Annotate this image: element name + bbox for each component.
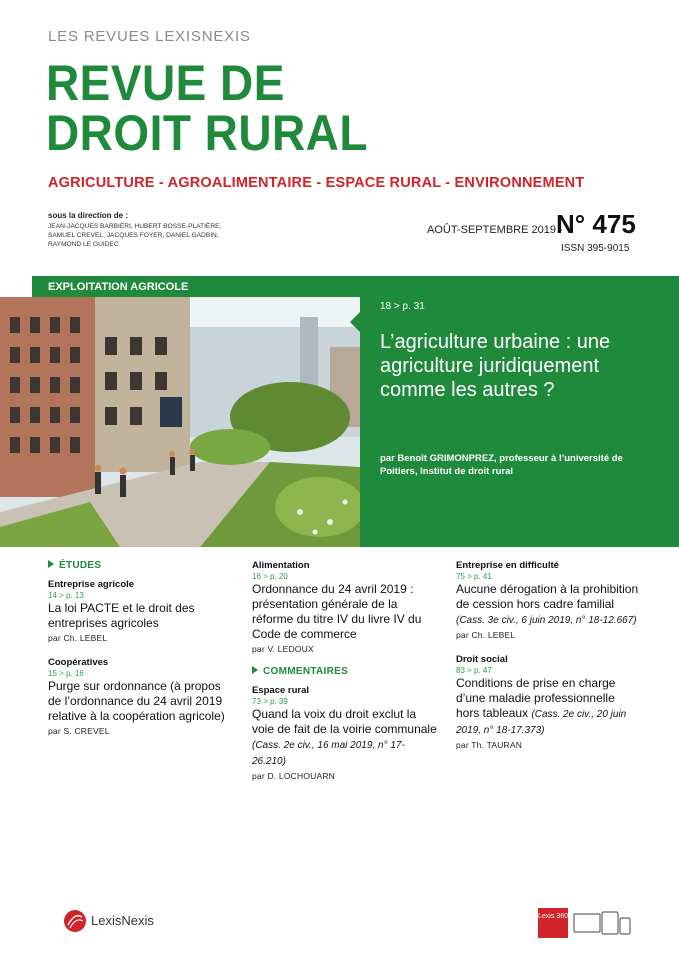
journal-subtitle: AGRICULTURE - AGROALIMENTAIRE - ESPACE RURAL - ENVIRONNEMENT [48,175,585,191]
list-item[interactable] [252,560,437,654]
article-title-text: Aucune dérogation à la prohibition de cession hors cadre familial [456,582,639,611]
column-right [456,560,641,764]
article-page: 16 > p. 20 [252,572,288,581]
article-title-text: Quand la voix du droit exclut la voie de fait de la voirie communale [252,707,437,736]
issn: ISSN 395-9015 [561,243,630,254]
devices-icon [572,908,632,938]
article-category: Alimentation [252,560,310,571]
column-middle [252,560,437,795]
article-category: Droit social [456,654,508,665]
section-head-etudes [48,560,233,571]
feature-page-ref: 18 > p. 31 [380,301,425,312]
urban-garden-illustration [0,297,360,547]
article-author: par S. CREVEL [48,726,110,736]
section-label: EXPLOITATION AGRICOLE [48,281,189,293]
lexis360-badge-label: Lexis 360 [538,913,568,920]
article-category: Entreprise en difficulté [456,560,559,571]
article-author: par Ch. LEBEL [456,630,516,640]
article-category: Coopératives [48,657,109,668]
article-category: Entreprise agricole [48,579,135,590]
cover-photo [0,297,360,547]
lexisnexis-logo-icon [62,908,88,934]
issue-date: AOÛT-SEPTEMBRE 2019 - [427,224,563,236]
article-category: Espace rural [252,685,310,696]
article-case-ref: (Cass. 2e civ., 16 mai 2019, n° 17-26.210) [252,740,405,767]
column-etudes [48,560,233,750]
triangle-icon [252,666,258,674]
article-page: 83 > p. 47 [456,666,492,675]
directors-list: JEAN-JACQUES BARBIÈRI, HUBERT BOSSE-PLATIÈRE, SAMUEL CREVEL, JACQUES FOYER, DANIEL GADBIN, RAYMOND LE GUIDEC [48,223,222,248]
article-title [456,582,641,628]
article-author: par Ch. LEBEL [48,633,108,643]
list-item[interactable] [252,685,437,781]
article-title-text: Conditions de prise en charge d’une maladie professionnelle hors tableaux [456,676,616,720]
article-author: par V. LEDOUX [252,644,314,654]
issue-number: N° 475 [556,209,636,239]
article-page: 75 > p. 41 [456,572,492,581]
series-name: LES REVUES LEXISNEXIS [48,28,251,45]
list-item[interactable] [456,654,641,750]
article-author: par D. LOCHOUARN [252,771,336,781]
article-page: 73 > p. 39 [252,697,288,706]
list-item[interactable] [48,657,233,736]
journal-title-line1: REVUE DE [46,55,285,111]
article-title [456,676,641,738]
section-head-label: COMMENTAIRES [263,666,349,677]
article-title: La loi PACTE et le droit des entreprises agricoles [48,601,195,630]
article-title [252,707,437,769]
feature-panel [360,276,679,547]
list-item[interactable] [48,579,233,643]
section-head-label: ÉTUDES [59,560,102,571]
publisher-name: LexisNexis [91,913,154,928]
article-case-ref: (Cass. 2e civ., 20 juin 2019, n° 18-17.373) [456,709,627,736]
journal-title-line2: DROIT RURAL [46,105,368,161]
article-author: par Th. TAURAN [456,740,523,750]
article-title: Purge sur ordonnance (à propos de l’ordonnance du 24 avril 2019 relative à la coopération agricole) [48,679,225,723]
triangle-icon [48,560,54,568]
feature-title[interactable]: L’agriculture urbaine : une agriculture juridiquement comme les autres ? [380,331,611,401]
list-item[interactable] [456,560,641,640]
article-title: Ordonnance du 24 avril 2019 : présentation générale de la réforme du titre IV du livre IV du Code de commerce [252,582,422,641]
feature-notch [350,312,360,332]
feature-author: par Benoît GRIMONPREZ, professeur à l’université de Poitiers, Institut de droit rural [380,453,623,477]
article-page: 15 > p. 16 [48,669,84,678]
article-case-ref: (Cass. 3e civ., 6 juin 2019, n° 18-12.667) [456,615,637,626]
article-page: 14 > p. 13 [48,591,84,600]
journal-title [46,55,368,161]
direction-label: sous la direction de : [48,211,129,220]
section-head-commentaires [252,666,437,677]
